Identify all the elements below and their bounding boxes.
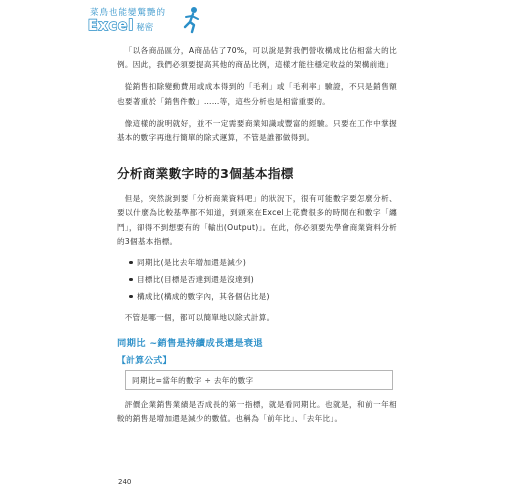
running-person-icon	[180, 6, 202, 34]
book-header	[80, 4, 210, 36]
paragraph-division: 不管是哪一個，都可以簡單地以除式計算。	[124, 313, 275, 323]
header-suffix: 秘密	[136, 23, 154, 33]
excel-wordmark: Excel	[88, 18, 135, 34]
list-item: 構成比(構成的數字內，其各個佔比是)	[129, 288, 397, 305]
indicator-list	[117, 254, 397, 305]
paragraph-intro: 但是，突然說到要「分析商業資料吧」的狀況下，很有可能數字要怎麼分析、要以什麼為比較基準都不知道，到頭來在Excel上花費很多的時間在和數字「纏鬥」，卻得不到想要有的「輸出(Output)」。在此，你必須要先學會商業資料分析的3個基本指標。	[117, 194, 397, 246]
list-item: 同期比(是比去年增加還是減少)	[129, 254, 397, 271]
paragraph-gross-profit: 從銷售扣除變動費用或成本得到的「毛利」或「毛利率」驗證，不只是銷售額也要著重於「銷售件數」……等，這些分析也是相當重要的。	[117, 82, 397, 106]
paragraph-quote: 「以各商品區分，A商品佔了70%，可以說是對我們營收構成比佔相當大的比例。因此，我們必須要提高其他的商品比例，這樣才能往穩定收益的架構前進」	[117, 46, 397, 70]
formula-title: 【計算公式】	[117, 356, 172, 367]
header-title	[88, 18, 153, 36]
header-tagline: 菜鳥也能變驚艷的	[90, 8, 167, 18]
page-number: 240	[118, 478, 132, 486]
formula-text: 同期比=當年的數字 ÷ 去年的數字	[132, 375, 254, 385]
section-title: 分析商業數字時的3個基本指標	[117, 166, 294, 182]
page-content	[117, 44, 397, 427]
formula-box	[125, 370, 393, 390]
list-item: 目標比(目標是否達到還是沒達到)	[129, 271, 397, 288]
paragraph-yoy: 評價企業銷售業績是否成長的第一指標，就是看同期比。也就是，和前一年相較的銷售是增加還是減少的數值。也稱為「前年比」、「去年比」。	[117, 400, 397, 424]
paragraph-explanation: 像這樣的說明就好，並不一定需要商業知識或豐富的經驗。只要在工作中掌握基本的數字再進行簡單的除式運算，不管是誰都做得到。	[117, 118, 397, 143]
subsection-title: 同期比 ~銷售是持續成長還是衰退	[117, 338, 263, 350]
